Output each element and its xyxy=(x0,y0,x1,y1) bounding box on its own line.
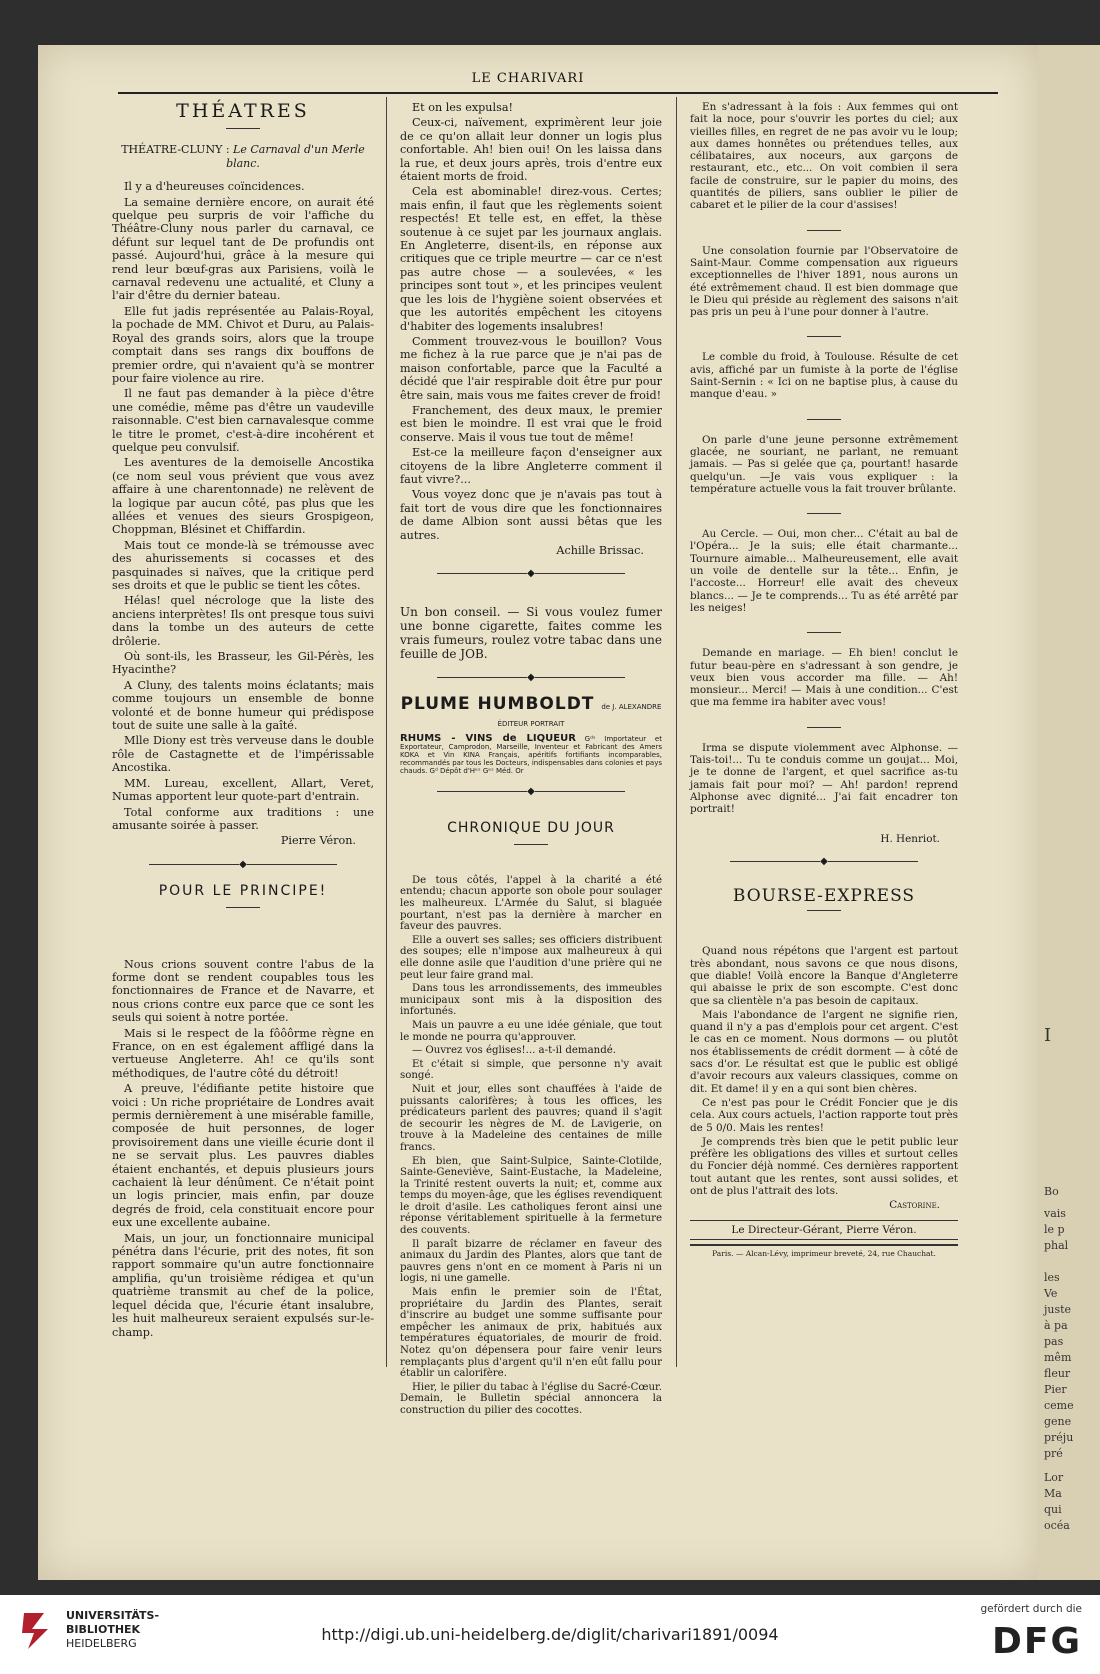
edge-fragment: Ve xyxy=(1044,1287,1058,1300)
divider xyxy=(807,513,841,514)
paragraph: Demande en mariage. — Eh bien! conclut le futur beau-père en s'adressant à son gendre, je veux bien vous accorder ma fille. — Ah! monsieur... Merci! — Mais à une condition... C'est que ma femme ira habiter avec vous! xyxy=(690,647,958,709)
ornament-divider: ◆ xyxy=(400,671,662,684)
article-signature: H. Henriot. xyxy=(880,833,940,846)
paragraph: Il y a d'heureuses coïncidences. xyxy=(124,180,305,194)
library-line: BIBLIOTHEK xyxy=(66,1623,141,1636)
library-line: UNIVERSITÄTS- xyxy=(66,1609,160,1622)
newspaper-page xyxy=(38,45,1038,1580)
ad-plume-title: PLUME HUMBOLDT xyxy=(400,694,595,715)
paragraph: Est-ce la meilleure façon d'enseigner aux citoyens de la libre Angleterre comment il faut vivre?... xyxy=(400,446,662,486)
ad-rhums-title: RHUMS - VINS de LIQUEUR xyxy=(400,733,576,745)
paragraph: De tous côtés, l'appel à la charité a été entendu; chacun apporte son obole pour soulager les malheureux. L'Armée du Salut, si blaguée pourtant, n'est pas la dernière à marcher en faveur des pauvres. xyxy=(400,874,662,933)
edge-fragment: Pier xyxy=(1044,1383,1067,1396)
paragraph: Comment trouvez-vous le bouillon? Vous me fichez à la rue parce que je n'ai pas de maison confortable, parce que la Faculté a décidé que l'air respirable doit être pur pour être sain, mais vous me faites crever de froid! xyxy=(400,334,662,402)
paragraph: Mlle Diony est très verveuse dans le double rôle de Castagnette et de l'impérissable Ancostika. xyxy=(112,734,374,775)
edge-fragment: phal xyxy=(1044,1239,1069,1252)
bourse-article xyxy=(690,945,958,1197)
divider xyxy=(807,419,841,420)
paragraph: Le comble du froid, à Toulouse. Résulte de cet avis, affiché par un fumiste à la porte de l'église Saint-Sernin : « Ici on ne baptise plus, à cause du manque d'eau. » xyxy=(690,351,958,401)
paragraph: Mais si le respect de la fôôôrme règne en France, on en est également affligé dans la vertueuse Angleterre. Ah! ce qu'ils sont méthodiques, de l'autre côté du détroit! xyxy=(112,1026,374,1080)
divider xyxy=(807,727,841,728)
play-title: Le Carnaval d'un Merle blanc. xyxy=(226,143,365,170)
divider xyxy=(807,910,841,911)
permalink-url[interactable]: http://digi.ub.uni-heidelberg.de/diglit/charivari1891/0094 xyxy=(321,1625,779,1644)
paragraph: Franchement, des deux maux, le premier est bien le moindre. Il est vrai que le froid conserve. Mais il vous tue tout de même! xyxy=(400,403,662,444)
paragraph: Il ne faut pas demander à la pièce d'être une comédie, même pas d'être un vaudeville raisonnable. C'est bien carnavalesque comme le titre le promet, c'est-à-dire incohérent et quelque peu convulsif. xyxy=(112,387,374,454)
principe-article-continued xyxy=(400,101,662,542)
paragraph: Et c'était si simple, que personne n'y avait songé. xyxy=(400,1058,662,1082)
edge-fragment: préju xyxy=(1044,1431,1074,1444)
paragraph: Une consolation fournie par l'Observatoire de Saint-Maur. Comme compensation aux rigueurs exceptionnelles de l'hiver 1891, nous aurons un été extrêmement chaud. Il est bien dommage que le Dieu qui préside au règlement des saisons n'ait pas pris un peu à l'une pour donner à l'autre. xyxy=(690,244,958,319)
dfg-logo[interactable]: DFG xyxy=(991,1621,1082,1662)
paragraph: Et on les expulsa! xyxy=(412,101,513,114)
ad-plume-humboldt xyxy=(400,694,662,731)
funding-note: gefördert durch die xyxy=(980,1603,1082,1615)
article-signature: Pierre Véron. xyxy=(280,834,356,848)
edge-fragment: à pa xyxy=(1044,1319,1068,1332)
theatre-article xyxy=(112,180,374,832)
paragraph: Elle a ouvert ses salles; ses officiers distribuent des soupes; elle n'impose aux malheureux à qui elle donne asile que l'audition d'une prière qui ne peut leur faire grand mal. xyxy=(400,934,662,981)
ad-rhums-text: Gᵈˢ Importateur et Exportateur, Camprodon, Marseille, Inventeur et Fabricant des Amers KOKA et Vin KINA Français, apéritifs fortifiants incomparables, recommandés par tous les Docteurs, indispensables dans colonies et pays chauds. Gᵈ Dépôt d'Hᵉˢ Gᵉˢ Méd. Or xyxy=(400,735,662,776)
column-1 xyxy=(112,101,374,1341)
paragraph: Ceux-ci, naïvement, exprimèrent leur joie de ce qu'on allait leur donner un logis plus confortable. Ah! bien oui! On les laissa dans la rue, et deux jours après, trois d'entre eux étaient morts de froid. xyxy=(400,116,662,184)
paragraph: A preuve, l'édifiante petite histoire que voici : Un riche propriétaire de Londres avait permis dernièrement à une misérable famille, composée de huit personnes, de loger provisoirement dans une vieille écurie dont il ne se servait plus. Les pauvres diables étaient enchantés, et depuis plusieurs jours cachaient là leur dénûment. Ce n'était point un logis princier, mais enfin, par douze degrés de froid, cela constituait encore pour eux une excellente aubaine. xyxy=(112,1082,374,1230)
column-3 xyxy=(690,101,958,1260)
paragraph: Total conforme aux traditions : une amusante soirée à passer. xyxy=(112,805,374,832)
edge-fragment: qui xyxy=(1044,1503,1062,1516)
column-2 xyxy=(400,101,662,1419)
paragraph: En s'adressant à la fois : Aux femmes qui ont fait la noce, pour s'ouvrir les portes du ciel; aux vieilles filles, en regret de ne pas avoir vu le loup; aux dames honnêtes ou prétendues telles, aux célibataires, aux noceurs, aux garçons de restaurant, etc., etc... On voit combien il sera facile de construire, sur le papier du moins, des quantités de piliers, sans oublier le pilier de cabaret et le pilier de la cour d'assises! xyxy=(690,101,958,212)
page-header: LE CHARIVARI xyxy=(471,71,585,86)
paragraph: Quand nous répétons que l'argent est partout très abondant, nous savons ce que nous disons, que diable! Voilà encore la Banque d'Angleterre qui abaisse le prix de son escompte. C'est donc que sa clientèle n'a pas besoin de capitaux. xyxy=(690,945,958,1007)
edge-fragment: océa xyxy=(1044,1519,1070,1532)
column-separator xyxy=(676,97,677,1367)
section-title-bourse: BOURSE-EXPRESS xyxy=(732,886,916,907)
divider xyxy=(226,907,260,908)
paragraph: Mais l'abondance de l'argent ne signifie rien, quand il n'y a pas d'emplois pour cet argent. C'est le cas en ce moment. Nous dormons — ou plutôt nos établissements de crédit dorment — à côté de sacs d'or. Le résultat est que le public est obligé d'avoir recours aux valeurs classiques, comme on dit. Et dame! il y en a qui sont bien chères. xyxy=(690,1008,958,1095)
paragraph: MM. Lureau, excellent, Allart, Veret, Numas apportent leur quote-part d'entrain. xyxy=(112,776,374,804)
divider xyxy=(514,844,548,845)
edge-fragment: les xyxy=(1044,1271,1060,1284)
divider xyxy=(807,336,841,337)
section-title-theatres: THÉATRES xyxy=(176,100,310,122)
edge-fragment: le p xyxy=(1044,1223,1065,1236)
edge-fragment: pas xyxy=(1044,1335,1064,1348)
divider xyxy=(807,632,841,633)
paragraph: Mais tout ce monde-là se trémousse avec des ahurissements si cocasses et des pasquinades si naïves, que la critique perd ses droits et que le public se tient les côtes. xyxy=(112,538,374,592)
paragraph: Dans tous les arrondissements, des immeubles municipaux sont mis à la disposition des infortunés. xyxy=(400,983,662,1018)
paragraph: Irma se dispute violemment avec Alphonse. — Tais-toi!... Tu te conduis comme un goujat... Moi, je te donne de l'argent, et quel sacrifice as-tu jamais fait pour moi? — Ah! pardon! reprend Alphonse avec dignité... J'ai fait encadrer ton portrait! xyxy=(690,741,958,816)
edge-fragment: Bo xyxy=(1044,1185,1059,1198)
paragraph: Vous voyez donc que je n'avais pas tout à fait tort de vous dire que les fonctionnaires de dame Albion sont aussi bêtas que les autres. xyxy=(400,488,662,542)
paragraph: Cela est abominable! direz-vous. Certes; mais enfin, il faut que les règlements soient respectés! Et telle est, en effet, la thèse soutenue à ce sujet par les journaux anglais. En Angleterre, disent-ils, en réponse aux critiques que ce triple meurtre — car ce n'est pas autre chose — a soulevées, « les principes sont tout », et les principes veulent que les lois de l'hygiène soient observées et que les autorités empêchent les citoyens d'habiter des logements insalubres! xyxy=(400,185,662,333)
section-title-principe: POUR LE PRINCIPE! xyxy=(158,883,328,900)
library-line: HEIDELBERG xyxy=(66,1637,137,1650)
ad-job-cigarette: Un bon conseil. — Si vous voulez fumer une bonne cigarette, faites comme les vrais fumeurs, roulez votre tabac dans une feuille de JOB. xyxy=(400,604,662,661)
paragraph: Où sont-ils, les Brasseur, les Gil-Pérès, les Hyacinthe? xyxy=(112,650,374,677)
edge-fragment: mêm xyxy=(1044,1351,1072,1364)
printer-line: Paris. — Alcan-Lévy, imprimeur breveté, 24, rue Chauchat. xyxy=(690,1244,958,1260)
paragraph: A Cluny, des talents moins éclatants; mais comme toujours un ensemble de bonne volonté et de bonne humeur qui prédispose tout de suite une salle à la gaîté. xyxy=(112,678,374,733)
ornament-divider: ◆ xyxy=(400,785,662,798)
facing-page-edge xyxy=(1038,45,1100,1580)
column-separator xyxy=(386,97,387,1367)
paragraph: Les aventures de la demoiselle Ancostika (ce nom seul vous prévient que vous avez affaire à une charentonnade) ne relèvent de la logique par aucun côté, pas plus que les allées et venues des sieurs Grospigeon, Choppman, Blésinet et Chiffardin. xyxy=(112,456,374,537)
edge-fragment: ceme xyxy=(1044,1399,1074,1412)
paragraph: Mais, un jour, un fonctionnaire municipal pénétra dans l'écurie, prit des notes, fit son rapport sommaire qu'un autre fonctionnaire amplifia, qu'un troisième rédigea et qu'un quatrième transmit au chef de la police, lequel décida que, l'écurie étant insalubre, les huit malheureux seraient expulsés sur-le-champ. xyxy=(112,1231,374,1339)
paragraph: Je comprends très bien que le petit public leur préfère les obligations des villes et surtout celles du Foncier déjà nommé. Ces dernières rapportent tout autant que les rentes, sont aussi solides, et ont de plus l'attrait des lots. xyxy=(690,1135,958,1197)
edge-fragment: gene xyxy=(1044,1415,1072,1428)
ornament-divider: ◆ xyxy=(690,856,958,868)
section-title-chronique: CHRONIQUE DU JOUR xyxy=(447,820,615,837)
paragraph: La semaine dernière encore, on aurait été quelque peu surpris de voir l'affiche du Théâtre-Cluny nous parler du carnaval, ce défunt sur lequel tant de De profundis ont passé. Aujourd'hui, grâce à la mesure qui rend leur bœuf-gras aux Parisiens, voilà le carnaval redevenu une actualité, et Cluny a l'air d'être du dernier bateau. xyxy=(112,195,374,303)
paragraph: — Ouvrez vos églises!... a-t-il demandé. xyxy=(412,1045,616,1057)
article-signature: Achille Brissac. xyxy=(556,544,644,557)
paragraph: Nuit et jour, elles sont chauffées à l'aide de puissants calorifères; à tous les offices, les prédicateurs parlent des pauvres; quand il s'agit de secourir les nègres de M. de Lavigerie, on trouve à la Madeleine des centaines de mille francs. xyxy=(400,1083,662,1153)
paragraph: On parle d'une jeune personne extrêmement glacée, ne souriant, ne parlant, ne remuant jamais. — Pas si gelée que ça, pourtant! hasarde quelqu'un. —Je vais vous expliquer : la température actuelle vous la fait trouver brûlante. xyxy=(690,433,958,495)
paragraph: Au Cercle. — Oui, mon cher... C'était au bal de l'Opéra... Je la suis; elle était charmante... Tournure aimable... Malheureusement, elle avait un voile de dentelle sur la tête... Enfin, je l'accoste... Horreur! elle avait des cheveux blancs... — Je te comprends... Tu as été arrêté par les neiges! xyxy=(690,528,958,614)
ad-plume-small: de J. ALEXANDRE ÉDITEUR PORTRAIT xyxy=(497,703,662,728)
principe-article xyxy=(112,958,374,1339)
paragraph: Mais un pauvre a eu une idée géniale, que tout le monde ne pourra qu'approuver. xyxy=(400,1019,662,1043)
chronique-article xyxy=(400,875,662,1417)
header-rule xyxy=(118,92,998,94)
ornament-divider: ◆ xyxy=(400,567,662,580)
paragraph: Hier, le pilier du tabac à l'église du Sacré-Cœur. Demain, le Bulletin spécial annoncera la construction du pilier des cocottes. xyxy=(400,1381,662,1416)
edge-fragment: fleur xyxy=(1044,1367,1071,1380)
paragraph: Elle fut jadis représentée au Palais-Royal, la pochade de MM. Chivot et Duru, au Palais-Royal des grands soirs, alors que la troupe comptait dans ses rangs dix bouffons de premier ordre, qui n'avaient qu'à se montrer pour faire violence au rire. xyxy=(112,304,374,385)
divider xyxy=(226,128,260,129)
edge-fragment: Lor xyxy=(1044,1471,1064,1484)
edge-fragment: juste xyxy=(1044,1303,1072,1316)
edge-fragment: I xyxy=(1044,1025,1052,1046)
paragraph: Nous crions souvent contre l'abus de la forme dont se rendent coupables tous les fonctionnaires de France et de Navarre, et nous crions contre eux parce que ce sont les seuls qui soient à notre portée. xyxy=(112,957,374,1025)
directeur-gerant: Le Directeur-Gérant, Pierre Véron. xyxy=(690,1220,958,1240)
paragraph: Il paraît bizarre de réclamer en faveur des animaux du Jardin des Plantes, alors que tant de pauvres gens n'ont en ce moment à Paris ni un logis, ni une gamelle. xyxy=(400,1238,662,1285)
viewer-footer xyxy=(0,1595,1100,1674)
edge-fragment: pré xyxy=(1044,1447,1063,1460)
edge-fragment: Ma xyxy=(1044,1487,1062,1500)
paragraph: Eh bien, que Saint-Sulpice, Sainte-Clotilde, Sainte-Geneviève, Saint-Eustache, la Madeleine, la Trinité restent ouverts la nuit; et, comme aux temps du moyen-âge, que les églises revendiquent le droit d'asile. Les catholiques feront ainsi une réponse véritablement spirituelle à la fermeture des couvents. xyxy=(400,1155,662,1237)
paragraph: Hélas! quel nécrologe que la liste des anciens interprètes! Ils ont presque tous suivi dans la tombe un des auteurs de cette drôlerie. xyxy=(112,594,374,648)
divider xyxy=(807,230,841,231)
theatre-name: THÉATRE-CLUNY : xyxy=(121,143,234,157)
paragraph: Mais enfin le premier soin de l'État, propriétaire du Jardin des Plantes, serait d'inscrire au budget une somme suffisante pour empêcher les animaux de prix, habitués aux températures équatoriales, de mourir de froid. Notez qu'on dépensera pour faire venir leurs remplaçants plus d'argent qu'il n'en eût fallu pour établir un calorifère. xyxy=(400,1287,662,1380)
paragraph: Ce n'est pas pour le Crédit Foncier que je dis cela. Aux cours actuels, l'action rapporte tout près de 5 0/0. Mais les rentes! xyxy=(690,1096,958,1134)
jokes-column xyxy=(690,101,958,815)
edge-fragment: vais xyxy=(1044,1207,1066,1220)
article-signature: Castorine. xyxy=(889,1199,940,1212)
ornament-divider: ◆ xyxy=(112,858,374,871)
ad-rhums xyxy=(400,735,662,775)
theatre-subtitle xyxy=(112,143,374,170)
